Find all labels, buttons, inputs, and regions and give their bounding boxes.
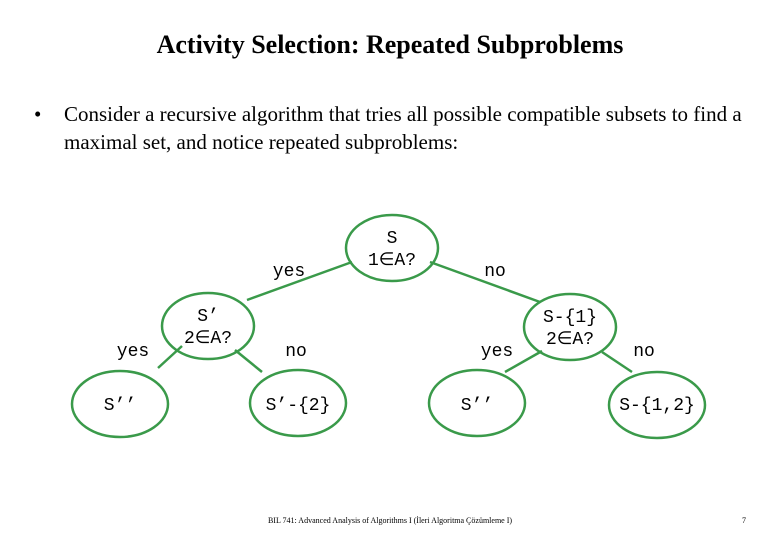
right-label-line2: 2∈A? <box>545 330 595 350</box>
leaf-2-label: S’-{2} <box>265 396 331 416</box>
left-label-line2: 2∈A? <box>183 329 233 349</box>
edge-left-leaf2 <box>235 350 262 372</box>
edge-label-left-yes: yes <box>116 342 150 362</box>
edge-label-left-no: no <box>285 342 307 362</box>
bullet-symbol: • <box>34 102 42 126</box>
edge-label-right-no: no <box>633 342 655 362</box>
leaf-4-label: S-{1,2} <box>619 396 695 416</box>
bullet-text: Consider a recursive algorithm that tries all possible compatible subsets to find a maximal set, and notice repeated subproblems: <box>64 102 742 154</box>
edge-left-leaf1 <box>158 346 182 368</box>
edge-label-root-no: no <box>484 262 506 282</box>
root-label-line2: 1∈A? <box>367 251 417 271</box>
footer-course-title: BIL 741: Advanced Analysis of Algorithms I (İleri Algoritma Çözümleme I) <box>267 516 513 525</box>
left-label-line1: S’ <box>197 307 219 327</box>
leaf-3-label: S’’ <box>460 396 494 416</box>
root-label-line1: S <box>386 229 398 249</box>
right-label-line1: S-{1} <box>542 308 598 328</box>
edge-label-root-yes: yes <box>272 262 306 282</box>
edge-label-right-yes: yes <box>480 342 514 362</box>
page-number: 7 <box>742 516 746 525</box>
leaf-1-label: S’’ <box>103 396 137 416</box>
edge-right-leaf4 <box>602 352 632 372</box>
slide-title: Activity Selection: Repeated Subproblems <box>156 30 624 59</box>
